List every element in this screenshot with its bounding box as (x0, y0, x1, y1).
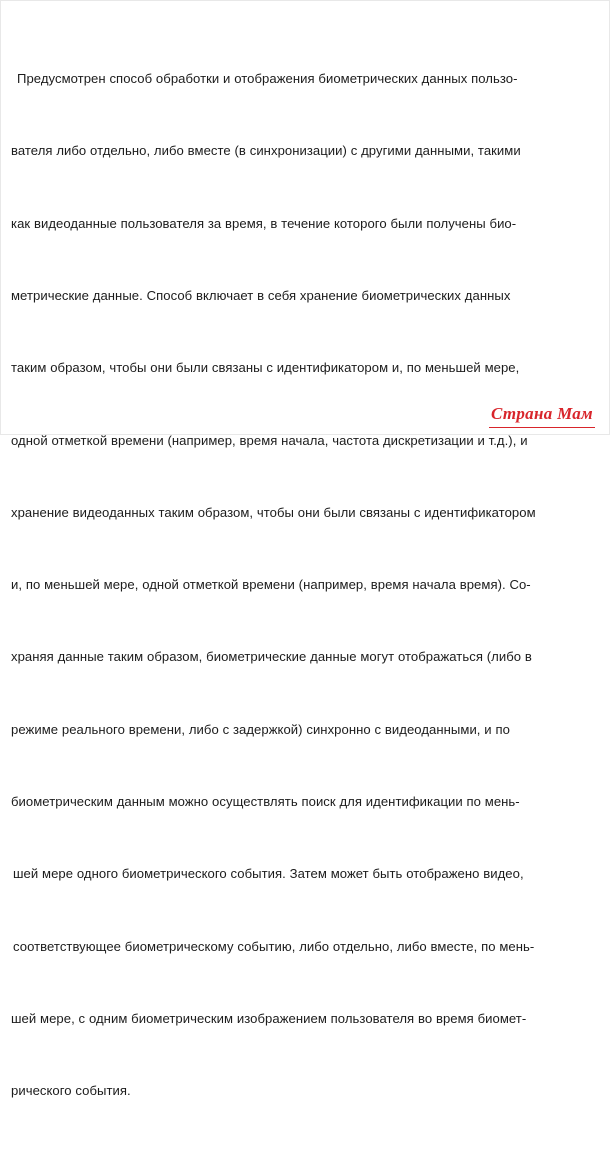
text-line: шей мере одного биометрического события. Затем может быть отображено видео, (13, 866, 524, 882)
text-line: Предусмотрен способ обработки и отображения биометрических данных пользо- (17, 71, 518, 87)
text-line: одной отметкой времени (например, время начала, частота дискретизации и т.д.), и (11, 432, 528, 448)
text-line: соответствующее биометрическому событию, либо отдельно, либо вместе, по мень- (13, 938, 535, 954)
text-line: метрические данные. Способ включает в себя хранение биометрических данных (11, 288, 511, 304)
text-line: как видеоданные пользователя за время, в течение которого были получены био- (11, 215, 517, 231)
document-paragraph (11, 19, 601, 1151)
text-line: шей мере, с одним биометрическим изображением пользователя во время биомет- (11, 1010, 527, 1026)
text-line: рического события. (11, 1083, 131, 1099)
watermark (489, 404, 595, 426)
text-line: режиме реального времени, либо с задержкой) синхронно с видеоданными, и по (11, 721, 510, 737)
document-text-block (1, 19, 611, 1151)
text-line: хранение видеоданных таким образом, чтобы они были связаны с идентификатором (11, 504, 536, 520)
watermark-underline (489, 427, 595, 428)
text-line: храняя данные таким образом, биометрические данные могут отображаться (либо в (11, 649, 532, 665)
text-line: биометрическим данным можно осуществлять поиск для идентификации по мень- (11, 794, 520, 809)
text-line: и, по меньшей мере, одной отметкой времени (например, время начала время). Со- (11, 577, 531, 593)
text-line: таким образом, чтобы они были связаны с идентификатором и, по меньшей мере, (11, 360, 520, 376)
watermark-text: Страна Мам (490, 404, 593, 423)
text-line: вателя либо отдельно, либо вместе (в синхронизации) с другими данными, такими (11, 143, 521, 159)
watermark-wrap (489, 404, 595, 426)
